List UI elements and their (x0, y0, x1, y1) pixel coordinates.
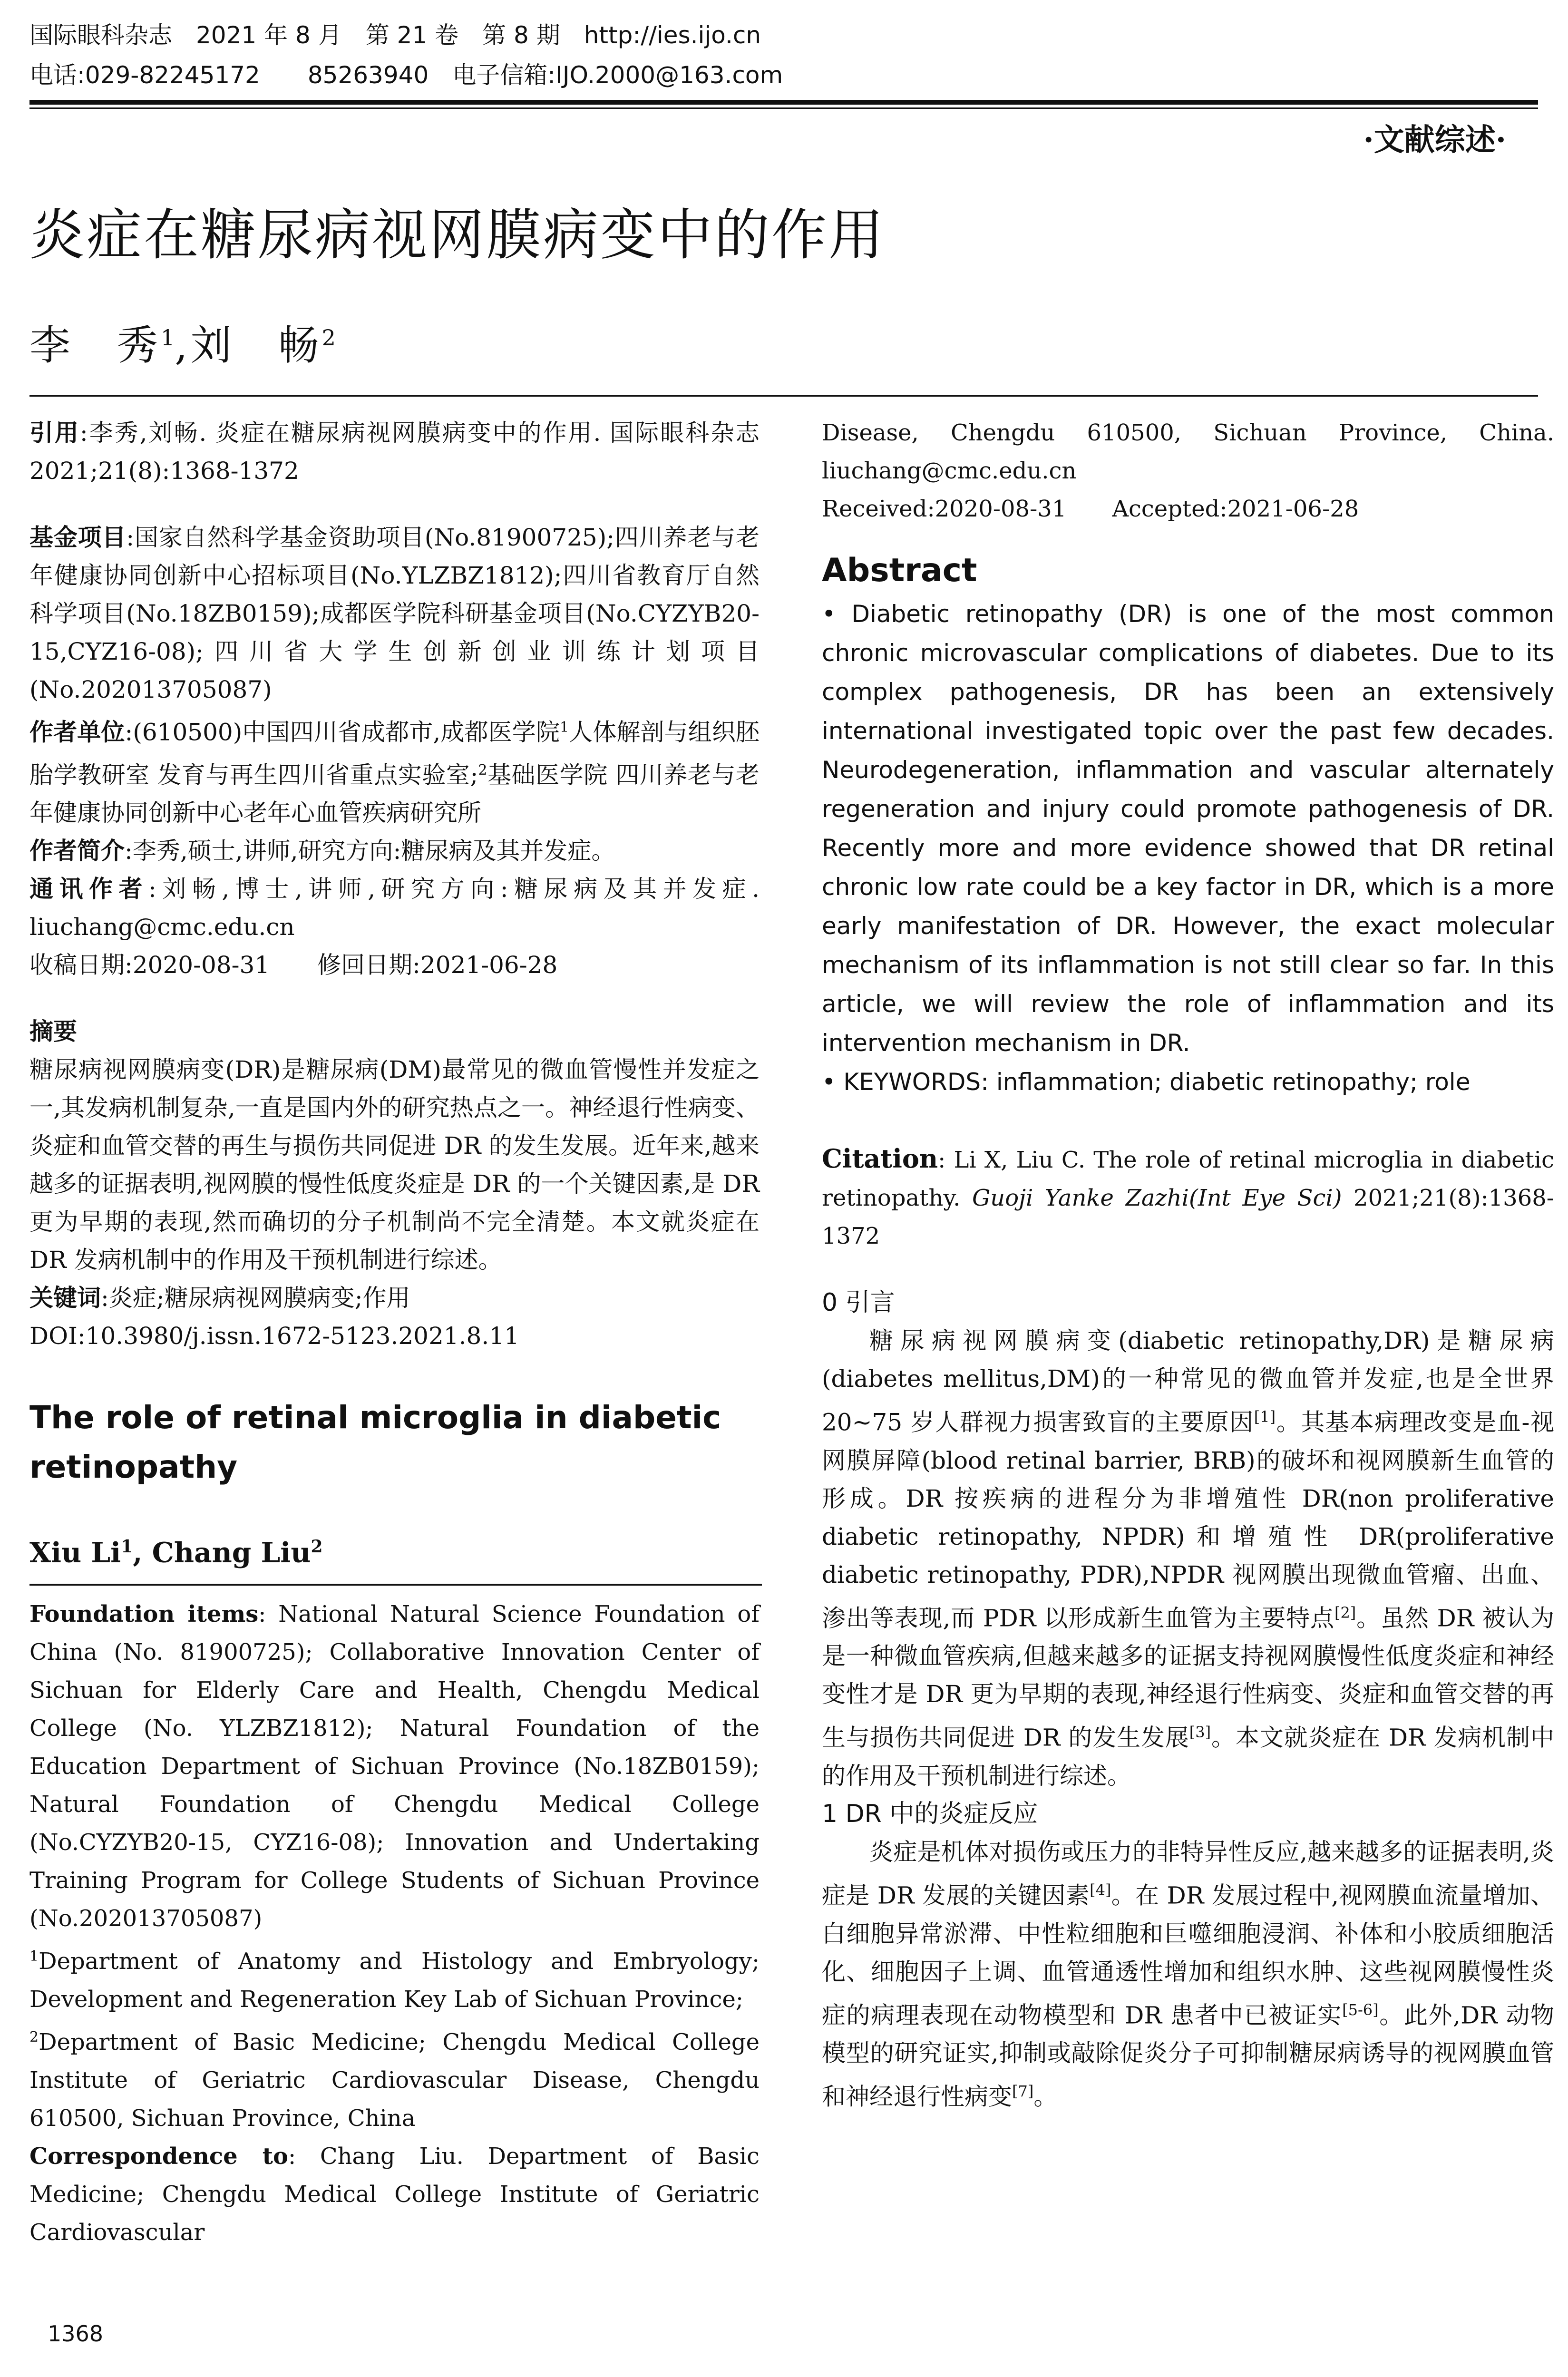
author-2-affil: 2 (321, 325, 336, 351)
left-column (29, 414, 760, 2251)
corr-cn-label: 通讯作者 (29, 875, 149, 903)
affiliation-1-sup: 1 (29, 1948, 39, 1965)
section-1-paragraph (822, 1833, 1554, 2116)
sec1-text-b: 。在 DR 发展过程中,视网膜血流量增加、白细胞异常淤滞、中性粒细胞和巨噬细胞浸润、补体和小胶质细胞活化、细胞因子上调、血管通透性增加和组织水肿、这些视网膜慢性炎症的病理表现在动物模型和 DR 患者中已被证实 (822, 1881, 1554, 2029)
citation-en-label: Citation (822, 1143, 938, 1174)
citation-cn-text: :李秀,刘畅. 炎症在糖尿病视网膜病变中的作用. 国际眼科杂志 2021;21(8):1368-1372 (29, 419, 760, 485)
sec0-text-c: 。虽然 DR 被认为是一种微血管疾病,但越来越多的证据支持视网膜慢性低度炎症和神经变性才是 DR 更为早期的表现,神经退行性病变、炎症和血管交替的再生与损伤共同促进 DR 的发生发展 (822, 1604, 1554, 1752)
keywords-en: • KEYWORDS: inflammation; diabetic retinopathy; role (822, 1068, 1471, 1096)
page-number: 1368 (48, 2321, 104, 2347)
unit-cn-sup1: 1 (559, 719, 569, 736)
citation-en-journal: Guoji Yanke Zazhi(Int Eye Sci) (972, 1185, 1342, 1211)
ref-4: [4] (1090, 1880, 1111, 1899)
author-1-affil: 1 (161, 325, 175, 351)
title-rule (29, 395, 1538, 397)
authors-cn (29, 309, 336, 374)
bio-cn (29, 832, 760, 870)
right-column (822, 414, 1554, 2116)
english-author-1-affil: 1 (121, 1537, 133, 1557)
doi: DOI:10.3980/j.issn.1672-5123.2021.8.11 (29, 1322, 519, 1350)
ref-7: [7] (1012, 2082, 1034, 2101)
sec0-text-b: 。其基本病理改变是血-视网膜屏障(blood retinal barrier, BRB)的破坏和视网膜新生血管的形成。DR 按疾病的进程分为非增殖性 DR(non proliferative diabetic retinopathy, NPDR)和增殖性 DR(proliferative diabetic retinopathy, PDR),NPDR 视网膜出现微血管瘤、出血、渗出等表现,而 PDR 以形成新生血管为主要特点 (822, 1408, 1554, 1632)
citation-en-text-b: 2021;21(8):1368-1372 (822, 1185, 1554, 1249)
author-separator: , (175, 321, 191, 370)
section-0-heading: 0 引言 (822, 1288, 895, 1317)
ref-3: [3] (1189, 1723, 1211, 1742)
author-1: 李 秀 (29, 321, 161, 370)
keywords-cn-label: 关键词 (29, 1284, 101, 1312)
english-title: The role of retinal microglia in diabetic retinopathy (29, 1399, 721, 1486)
received-accepted: Received:2020-08-31 Accepted:2021-06-28 (822, 496, 1359, 522)
citation-cn (29, 414, 760, 490)
affiliation-2-text: Department of Basic Medicine; Chengdu Medical College Institute of Geriatric Cardiovascular Disease, Chengdu 610500, Sichuan Province, China (29, 2028, 760, 2132)
abstract-cn-text: 糖尿病视网膜病变(DR)是糖尿病(DM)最常见的微血管慢性并发症之一,其发病机制复杂,一直是国内外的研究热点之一。神经退行性病变、炎症和血管交替的再生与损伤共同促进 DR 的发生发展。近年来,越来越多的证据表明,视网膜的慢性低度炎症是 DR 的一个关键因素,是 DR 更为早期的表现,然而确切的分子机制尚不完全清楚。本文就炎症在 DR 发病机制中的作用及干预机制进行综述。 (29, 1056, 760, 1274)
unit-cn-label: 作者单位 (29, 718, 125, 746)
foundation-en-text: : National Natural Science Foundation of China (No. 81900725); Collaborative Innovation Center of Sichuan for Elderly Care and Health, Chengdu Medical College (No. YLZBZ1812); Natural Foundation of the Education Department of Sichuan Province (No.18ZB0159); Natural Foundation of Chengdu Medical College (No.CYZYB20-15, CYZ16-08); Innovation and Undertaking Training Program for College Students of Sichuan Province (No.202013705087) (29, 1600, 760, 1932)
section-tag: ·文献综述· (1363, 122, 1506, 158)
english-author-2: Chang Liu (152, 1536, 311, 1569)
author-2: 刘 畅 (190, 321, 322, 370)
keywords-cn-text: :炎症;糖尿病视网膜病变;作用 (101, 1284, 410, 1312)
affiliation-2-sup: 2 (29, 2028, 39, 2046)
affiliation-1-text: Department of Anatomy and Histology and Embryology; Development and Regeneration Key Lab of Sichuan Province; (29, 1948, 760, 2013)
article-title: 炎症在糖尿病视网膜病变中的作用 (29, 203, 886, 267)
sec0-text-a: 糖尿病视网膜病变(diabetic retinopathy,DR)是糖尿病(diabetes mellitus,DM)的一种常见的微血管并发症,也是全世界 20~75 岁人群视力损害致盲的主要原因 (822, 1327, 1554, 1436)
corr-cn-text: :刘畅,博士,讲师,研究方向:糖尿病及其并发症. liuchang@cmc.edu.cn (29, 875, 760, 941)
citation-cn-label: 引用 (29, 419, 80, 447)
english-authors (29, 1525, 760, 1574)
corr-cn (29, 870, 760, 946)
fund-cn-label: 基金项目 (29, 524, 127, 551)
bio-cn-text: :李秀,硕士,讲师,研究方向:糖尿病及其并发症。 (125, 837, 615, 865)
citation-en (822, 1140, 1554, 1255)
unit-cn-text-b: 人体解剖与组织胚胎学教研室 发育与再生四川省重点实验室; (29, 718, 760, 789)
correspondence-en-text: : Chang Liu. Department of Basic Medicine; Chengdu Medical College Institute of Geriatric Cardiovascular (29, 2143, 760, 2246)
journal-header-line2: 电话:029-82245172 85263940 电子信箱:IJO.2000@163.com (29, 61, 783, 89)
correspondence-en-label: Correspondence to (29, 2143, 288, 2170)
correspondence-en (29, 2137, 760, 2251)
ref-2: [2] (1334, 1603, 1356, 1622)
journal-header-line1: 国际眼科杂志 2021 年 8 月 第 21 卷 第 8 期 http://ies.ijo.cn (29, 21, 761, 49)
header-rule-thick (29, 100, 1538, 105)
unit-cn (29, 709, 760, 832)
fund-cn (29, 518, 760, 709)
unit-cn-text-a: :(610500)中国四川省成都市,成都医学院 (125, 718, 560, 746)
unit-cn-sup2: 2 (478, 761, 487, 779)
abstract-en-text: • Diabetic retinopathy (DR) is one of the most common chronic microvascular complications of diabetes. Due to its complex pathogenesis, DR has been an extensively international investigated topic over the past few decades. Neurodegeneration, inflammation and vascular alternately regeneration and injury could promote pathogenesis of DR. Recently more and more evidence showed that DR retinal chronic low rate could be a key factor in DR, which is a more early manifestation of DR. However, the exact molecular mechanism of its inflammation is not still clear so far. In this article, we will review the role of inflammation and its intervention mechanism in DR. (822, 600, 1554, 1057)
ref-1: [1] (1254, 1408, 1276, 1426)
english-author-2-affil: 2 (311, 1537, 323, 1557)
abstract-cn-label: 摘要 (29, 1018, 77, 1046)
foundation-en-label: Foundation items (29, 1600, 259, 1627)
sec0-text-d: 。本文就炎症在 DR 发病机制中的作用及干预机制进行综述。 (822, 1724, 1554, 1790)
english-author-1: Xiu Li (29, 1536, 121, 1569)
ref-5-6: [5-6] (1342, 2000, 1379, 2019)
english-author-separator: , (133, 1536, 152, 1569)
fund-cn-text: :国家自然科学基金资助项目(No.81900725);四川养老与老年健康协同创新中心招标项目(No.YLZBZ1812);四川省教育厅自然科学项目(No.18ZB0159);成都医学院科研基金项目(No.CYZYB20-15,CYZ16-08);四川省大学生创新创业训练计划项目(No.202013705087) (29, 524, 760, 703)
citation-en-text-a: : Li X, Liu C. The role of retinal microglia in diabetic retinopathy. (822, 1147, 1554, 1211)
bio-cn-label: 作者简介 (29, 837, 125, 865)
unit-cn-text-c: 基础医学院 四川养老与老年健康协同创新中心老年心血管疾病研究所 (29, 761, 760, 827)
foundation-en (29, 1595, 760, 1938)
section-0-paragraph (822, 1322, 1554, 1795)
abstract-en-heading: Abstract (822, 552, 977, 589)
affiliation-2-en (29, 2018, 760, 2137)
sec1-text-d: 。 (1033, 2083, 1058, 2111)
sec1-text-c: 。此外,DR 动物模型的研究证实,抑制或敲除促炎分子可抑制糖尿病诱导的视网膜血管和神经退行性病变 (822, 2001, 1554, 2111)
affiliation-1-en (29, 1938, 760, 2018)
sec1-text-a: 炎症是机体对损伤或压力的非特异性反应,越来越多的证据表明,炎症是 DR 发展的关键因素 (822, 1838, 1554, 1909)
keywords-cn (29, 1279, 760, 1317)
dates-cn: 收稿日期:2020-08-31 修回日期:2021-06-28 (29, 951, 558, 979)
header-rule-thin (29, 107, 1538, 109)
correspondence-en-cont: Disease, Chengdu 610500, Sichuan Province, China. liuchang@cmc.edu.cn (822, 419, 1554, 484)
section-1-heading: 1 DR 中的炎症反应 (822, 1799, 1038, 1828)
